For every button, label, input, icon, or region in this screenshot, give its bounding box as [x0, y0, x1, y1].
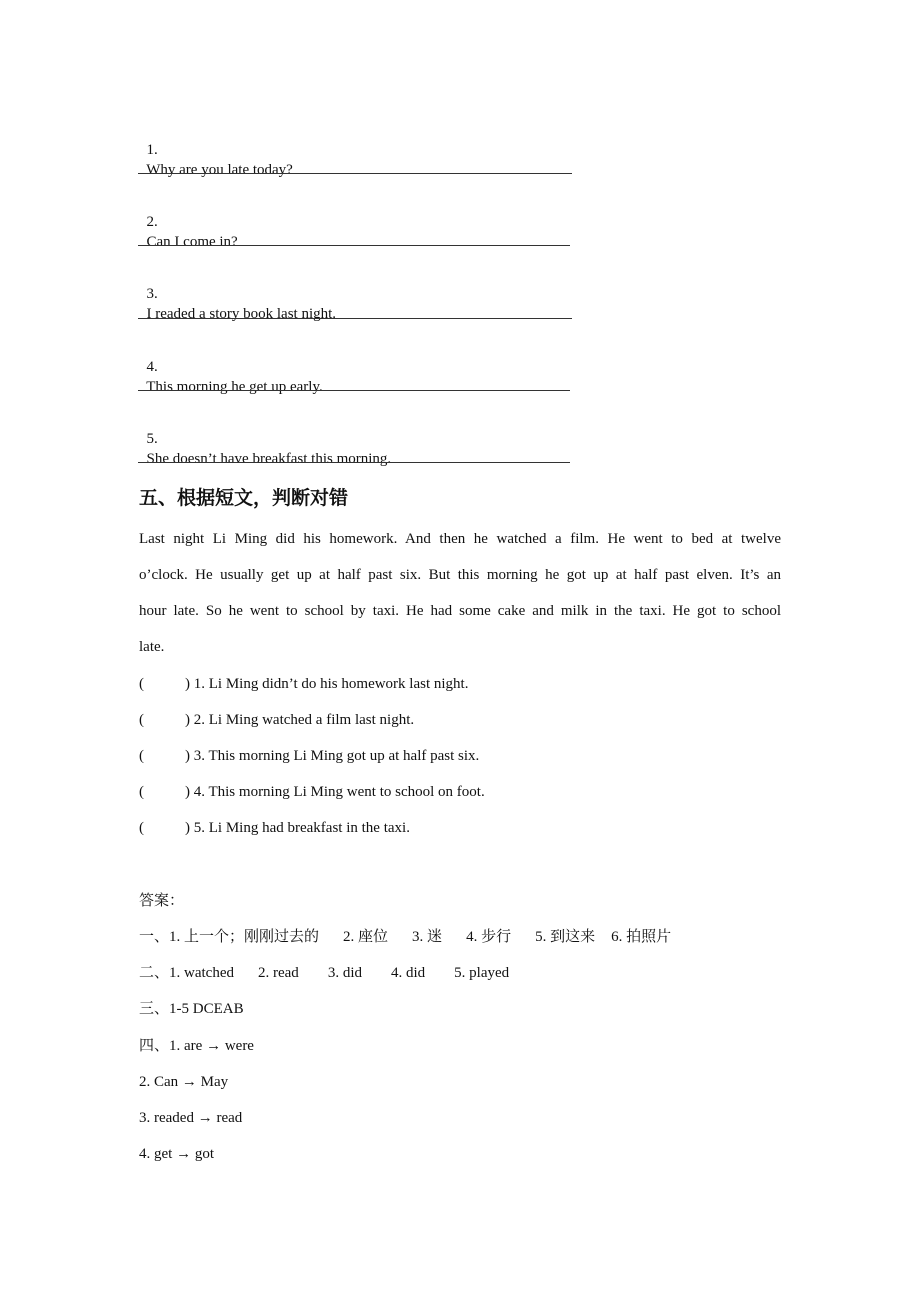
- answer-item: 4. 步行: [466, 929, 512, 945]
- answers-part2: [139, 963, 509, 983]
- answer-blank-2[interactable]: [138, 245, 570, 246]
- question-text: This morning he get up early.: [146, 379, 323, 395]
- statement-text: 2. Li Ming watched a film last night.: [193, 712, 415, 728]
- answers-part4-item4: 4. get → got: [139, 1146, 214, 1162]
- tf-statement-3: [139, 746, 479, 766]
- passage-line-1: Last night Li Ming did his homework. And then he watched a film. He went to bed at twelve: [139, 531, 781, 547]
- answer-paren-open[interactable]: (: [139, 712, 144, 728]
- question-number: 3.: [146, 286, 158, 302]
- section4-question-1: [139, 120, 293, 180]
- question-text: Why are you late today?: [146, 162, 293, 178]
- answer-item: 6. 拍照片: [611, 929, 672, 945]
- answers-part4-item2: 2. Can → May: [139, 1074, 229, 1090]
- answer-paren-close: ): [185, 712, 190, 728]
- answer-item: 1. 上一个；刚刚过去的: [169, 929, 320, 945]
- section4-question-5: [139, 409, 391, 469]
- answer-item: 2. read: [258, 965, 299, 981]
- passage-line-3: hour late. So he went to school by taxi. He had some cake and milk in the taxi. He got to school: [139, 603, 781, 619]
- statement-text: 3. This morning Li Ming got up at half past six.: [193, 748, 480, 764]
- question-text: She doesn’t have breakfast this morning.: [146, 451, 392, 467]
- question-number: 2.: [146, 214, 158, 230]
- part-prefix: 二、: [139, 965, 170, 981]
- section4-question-2: [139, 192, 238, 252]
- answer-item: 2. 座位: [343, 929, 389, 945]
- passage-line-2: o’clock. He usually get up at half past six. But this morning he got up at half past elven. It’s an: [139, 567, 781, 583]
- answer-paren-close: ): [185, 784, 190, 800]
- answer-item: 4. did: [390, 965, 426, 981]
- section4-question-3: [139, 264, 336, 324]
- answer-paren-open[interactable]: (: [139, 820, 144, 836]
- part-prefix: 一、: [139, 929, 170, 945]
- answer-paren-open[interactable]: (: [139, 748, 144, 764]
- tf-statement-1: [139, 674, 468, 694]
- answer-paren-close: ): [185, 676, 190, 692]
- answer-blank-4[interactable]: [138, 390, 570, 391]
- answer-item: 5. 到这来: [535, 929, 596, 945]
- answer-blank-3[interactable]: [138, 318, 572, 319]
- question-number: 4.: [146, 359, 158, 375]
- answers-part1: [139, 927, 671, 947]
- answers-part4-item3: 3. readed → read: [139, 1110, 243, 1126]
- answer-item: 5. played: [454, 965, 510, 981]
- tf-statement-5: [139, 818, 410, 838]
- tf-statement-2: [139, 710, 414, 730]
- answer-paren-close: ): [185, 748, 190, 764]
- answer-blank-5[interactable]: [138, 462, 570, 463]
- answer-blank-1[interactable]: [138, 173, 572, 174]
- statement-text: 4. This morning Li Ming went to school on foot.: [193, 784, 485, 800]
- question-text: Can I come in?: [146, 234, 238, 250]
- section4-question-4: [139, 337, 323, 397]
- answers-part3: [139, 999, 244, 1019]
- answer-item: 3. 迷: [412, 929, 443, 945]
- answer-text: 1-5 DCEAB: [169, 1001, 244, 1017]
- part-prefix: 四、: [139, 1038, 170, 1054]
- answer-paren-open[interactable]: (: [139, 784, 144, 800]
- statement-text: 5. Li Ming had breakfast in the taxi.: [193, 820, 410, 836]
- answer-paren-close: ): [185, 820, 190, 836]
- question-number: 1.: [146, 142, 158, 158]
- question-number: 5.: [146, 431, 158, 447]
- answers-label: 答案：: [139, 893, 185, 909]
- answer-paren-open[interactable]: (: [139, 676, 144, 692]
- tf-statement-4: [139, 782, 485, 802]
- passage-line-4: late.: [139, 639, 165, 655]
- answer-item: 1. are → were: [169, 1038, 254, 1054]
- statement-text: 1. Li Ming didn’t do his homework last night.: [193, 676, 469, 692]
- answer-item: 3. did: [327, 965, 362, 981]
- part-prefix: 三、: [139, 1001, 170, 1017]
- answers-part4-item1: [139, 1036, 254, 1056]
- section5-heading: 五、根据短文，判断对错: [139, 487, 349, 509]
- answer-item: 1. watched: [169, 965, 234, 981]
- question-text: I readed a story book last night.: [146, 306, 337, 322]
